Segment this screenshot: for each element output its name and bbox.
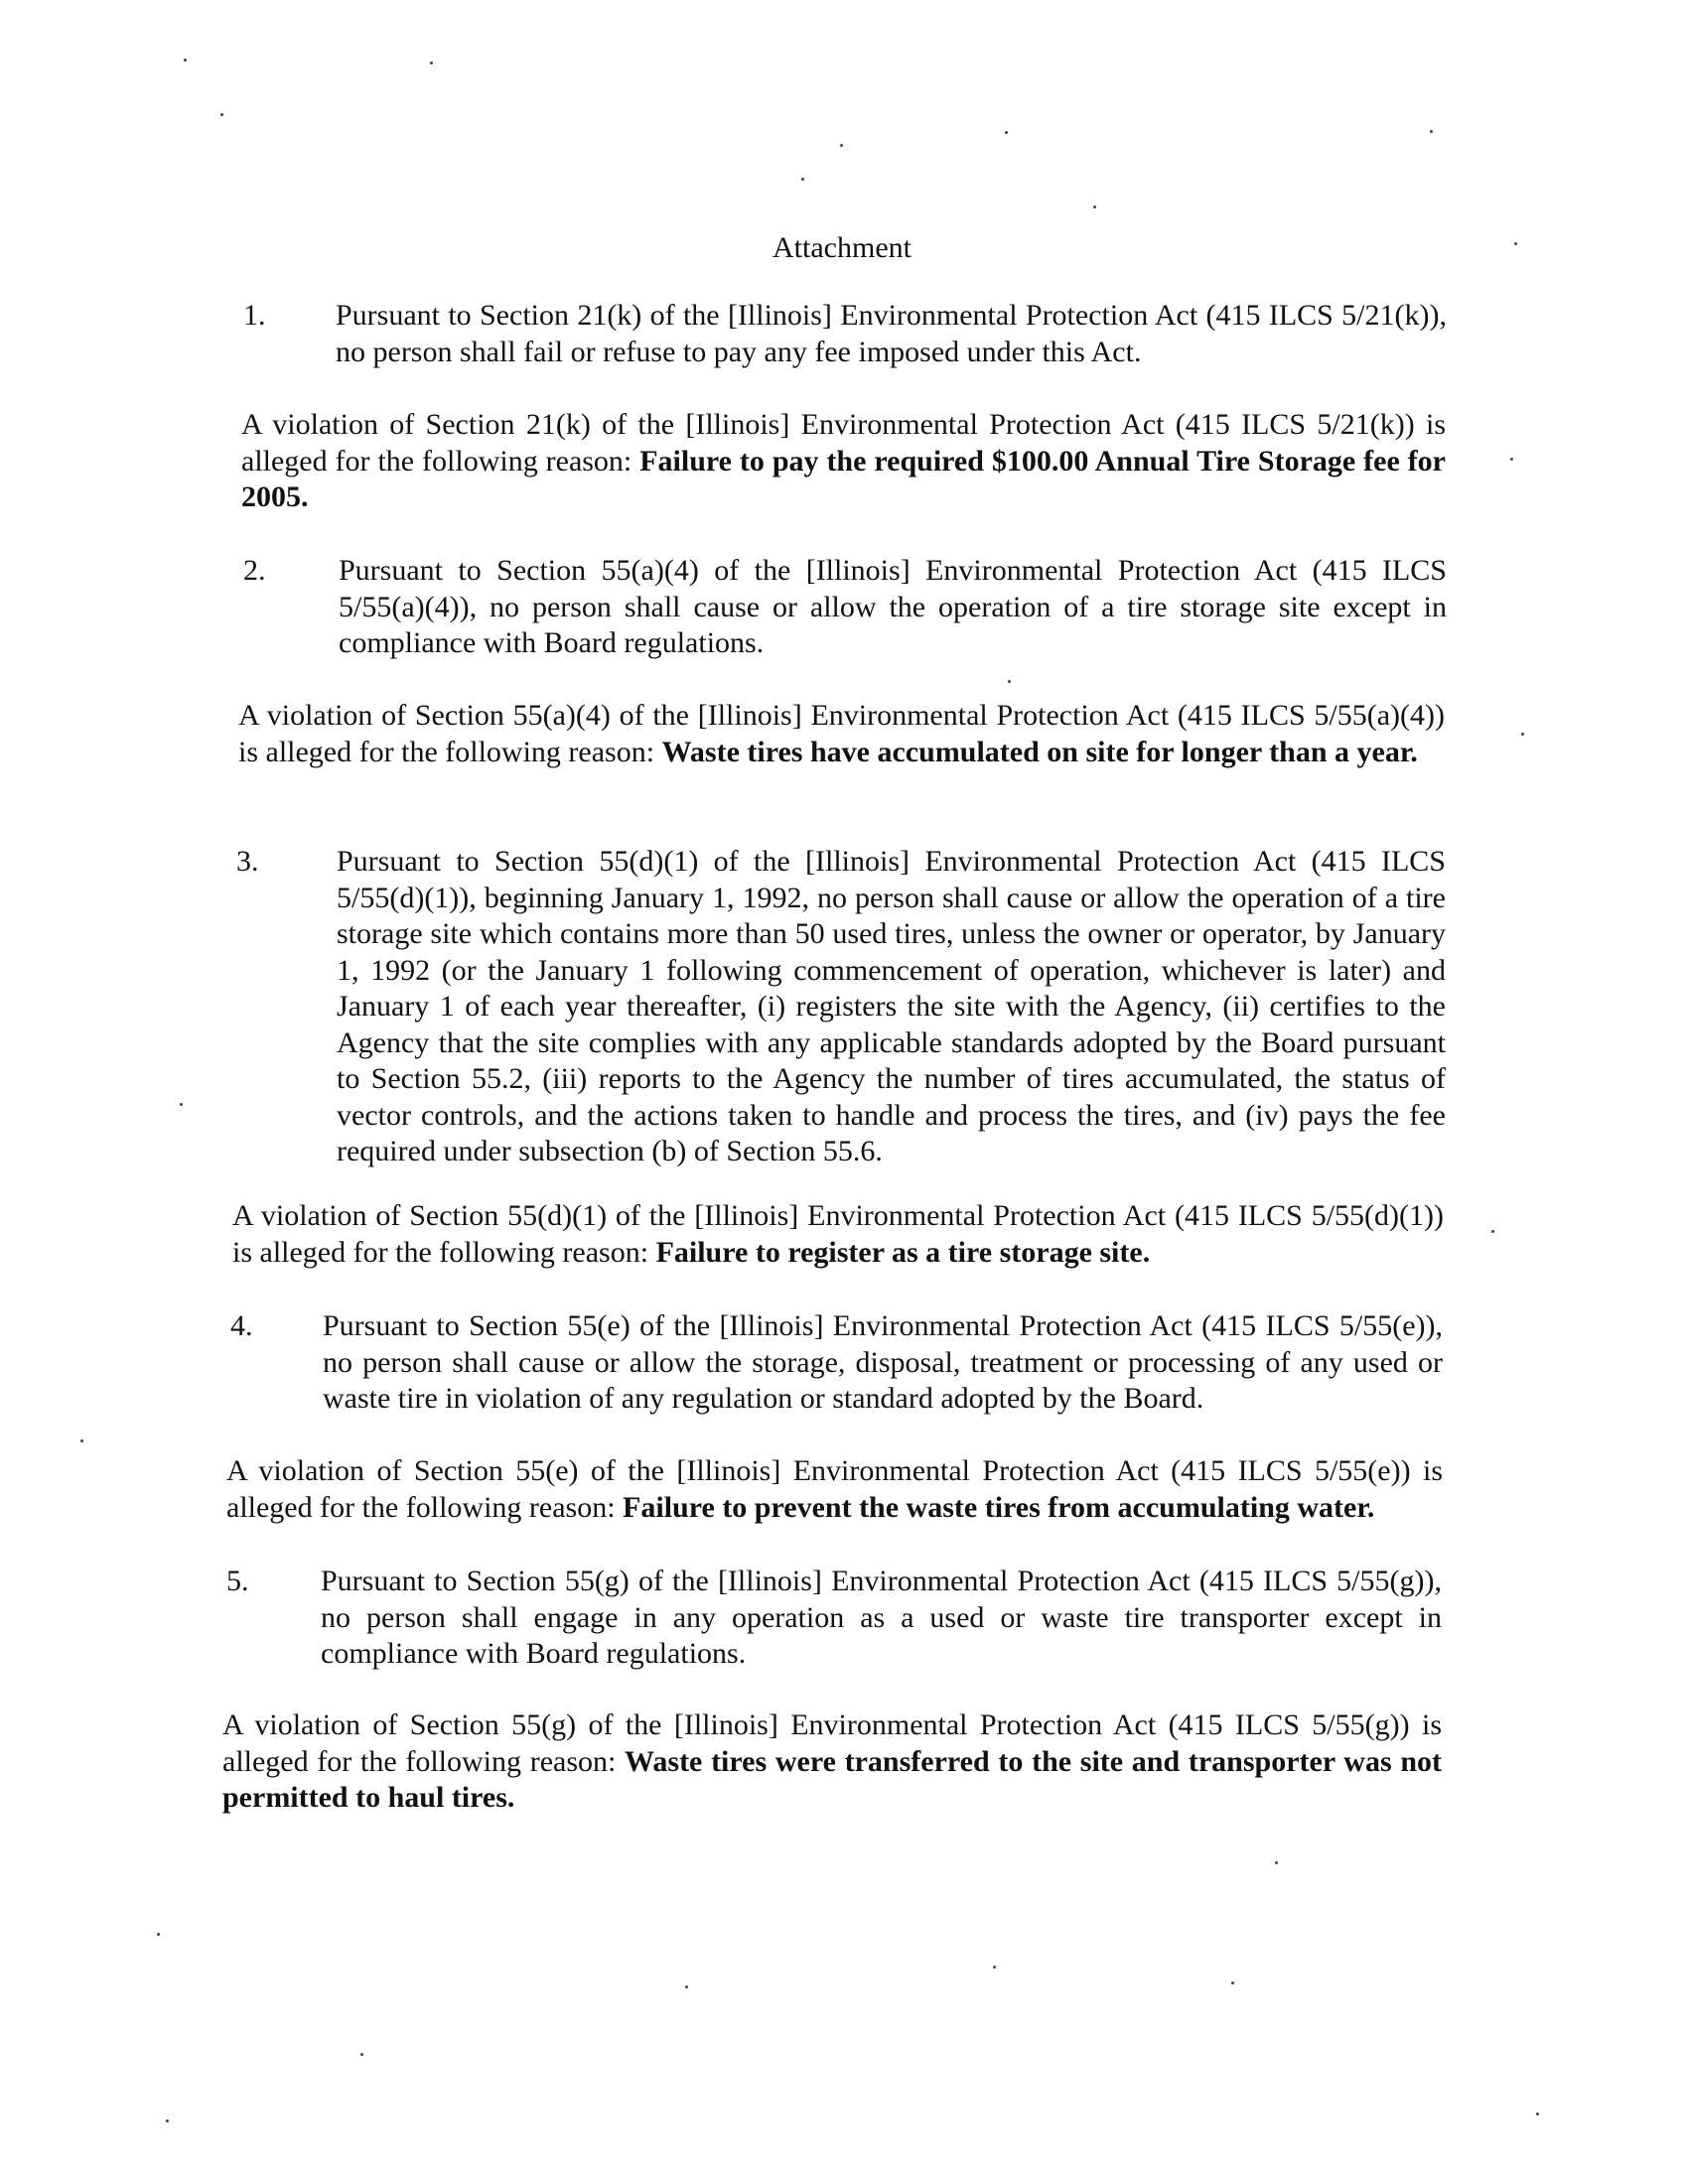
scan-speck xyxy=(1008,680,1011,683)
scan-speck xyxy=(993,1966,996,1969)
scan-speck xyxy=(1275,1861,1278,1864)
statute-item-2 xyxy=(243,553,1447,662)
scan-speck xyxy=(166,2119,169,2122)
allegation-prefix: A violation of Section 55(d)(1) of the [Illinois] Environmental Protection Act (415 ILCS 5/55(d)(1)) is alleged for the following reason: xyxy=(232,1199,1444,1269)
statute-text: Pursuant to Section 21(k) of the [Illinois] Environmental Protection Act (415 ILCS 5/21(k)), no person shall fail or refuse to pay any fee imposed under this Act. xyxy=(336,299,1447,368)
allegation-4 xyxy=(226,1453,1443,1526)
scan-speck xyxy=(1430,130,1433,133)
allegation-1 xyxy=(241,407,1446,516)
scan-speck xyxy=(1536,2113,1539,2116)
allegation-prefix: A violation of Section 55(e) of the [Illinois] Environmental Protection Act (415 ILCS 5/55(e)) is alleged for the following reason: xyxy=(226,1454,1443,1524)
statute-text: Pursuant to Section 55(a)(4) of the [Illinois] Environmental Protection Act (415 ILCS 5/55(a)(4)), no person shall cause or allow the operation of a tire storage site except in compliance with Board regulations. xyxy=(339,554,1447,659)
scan-speck xyxy=(1510,458,1513,461)
allegation-prefix: A violation of Section 55(g) of the [Illinois] Environmental Protection Act (415 ILCS 5/55(g)) is alleged for the following reason: xyxy=(222,1708,1442,1778)
scan-speck xyxy=(1231,1981,1234,1984)
scan-speck xyxy=(1521,733,1524,736)
scan-speck xyxy=(80,1439,83,1442)
allegation-reason: Failure to register as a tire storage site. xyxy=(655,1235,1151,1269)
scan-speck xyxy=(1514,242,1517,245)
allegation-5 xyxy=(222,1707,1442,1817)
scan-speck xyxy=(430,62,433,65)
scan-speck xyxy=(184,59,187,62)
item-number: 4. xyxy=(230,1309,253,1342)
scan-speck xyxy=(801,178,804,181)
scan-speck xyxy=(840,144,843,147)
allegation-reason: Waste tires were transferred to the site and transporter was not permitted to haul tires. xyxy=(222,1744,1443,1814)
allegation-prefix: A violation of Section 55(a)(4) of the [Illinois] Environmental Protection Act (415 ILCS 5/55(a)(4)) is alleged for the following reason: xyxy=(238,699,1445,768)
scan-speck xyxy=(157,1933,160,1936)
scan-speck xyxy=(1005,131,1008,134)
scan-speck xyxy=(1491,1230,1494,1233)
allegation-reason: Failure to prevent the waste tires from accumulating water. xyxy=(623,1490,1375,1524)
scan-speck xyxy=(220,113,223,116)
scan-speck xyxy=(180,1103,183,1106)
allegation-prefix: A violation of Section 21(k) of the [Illinois] Environmental Protection Act (415 ILCS 5/21(k)) is alleged for the following reason: xyxy=(241,408,1446,478)
item-number: 2. xyxy=(243,554,266,587)
statute-text: Pursuant to Section 55(d)(1) of the [Illinois] Environmental Protection Act (415 ILCS 5/55(d)(1)), beginning January 1, 1992, no person shall cause or allow the operation of a tire storage site which contains more than 50 used tires, unless the owner or operator, by January 1, 1992 (or the January 1 following commencement of operation, whichever is later) and January 1 of each year thereafter, (i) registers the site with the Agency, (ii) certifies to the Agency that the site complies with any applicable standards adopted by the Board pursuant to Section 55.2, (iii) reports to the Agency the number of tires accumulated, the status of vector controls, and the actions taken to handle and process the tires, and (iv) pays the fee required under subsection (b) of Section 55.6. xyxy=(337,845,1446,1167)
statute-item-1 xyxy=(245,298,1447,370)
scan-speck xyxy=(685,1985,688,1988)
statute-item-5 xyxy=(226,1564,1442,1673)
item-number: 5. xyxy=(226,1565,249,1597)
statute-item-3 xyxy=(236,844,1446,1170)
statute-text: Pursuant to Section 55(g) of the [Illinois] Environmental Protection Act (415 ILCS 5/55(g)), no person shall engage in any operation as a used or waste tire transporter except in compliance with Board regulations. xyxy=(321,1565,1442,1670)
allegation-2 xyxy=(238,698,1445,770)
item-number: 3. xyxy=(236,845,259,878)
scan-speck xyxy=(1093,205,1096,208)
allegation-reason: Failure to pay the required $100.00 Annual Tire Storage fee for 2005. xyxy=(241,444,1446,513)
statute-text: Pursuant to Section 55(e) of the [Illinois] Environmental Protection Act (415 ILCS 5/55(e)), no person shall cause or allow the storage, disposal, treatment or processing of any used or waste tire in violation of any regulation or standard adopted by the Board. xyxy=(323,1309,1443,1415)
scan-speck xyxy=(360,2053,363,2056)
allegation-3 xyxy=(232,1198,1444,1271)
statute-item-4 xyxy=(230,1308,1443,1418)
allegation-reason: Waste tires have accumulated on site for longer than a year. xyxy=(661,735,1418,768)
page-title: Attachment xyxy=(772,231,912,264)
item-number: 1. xyxy=(243,299,266,332)
